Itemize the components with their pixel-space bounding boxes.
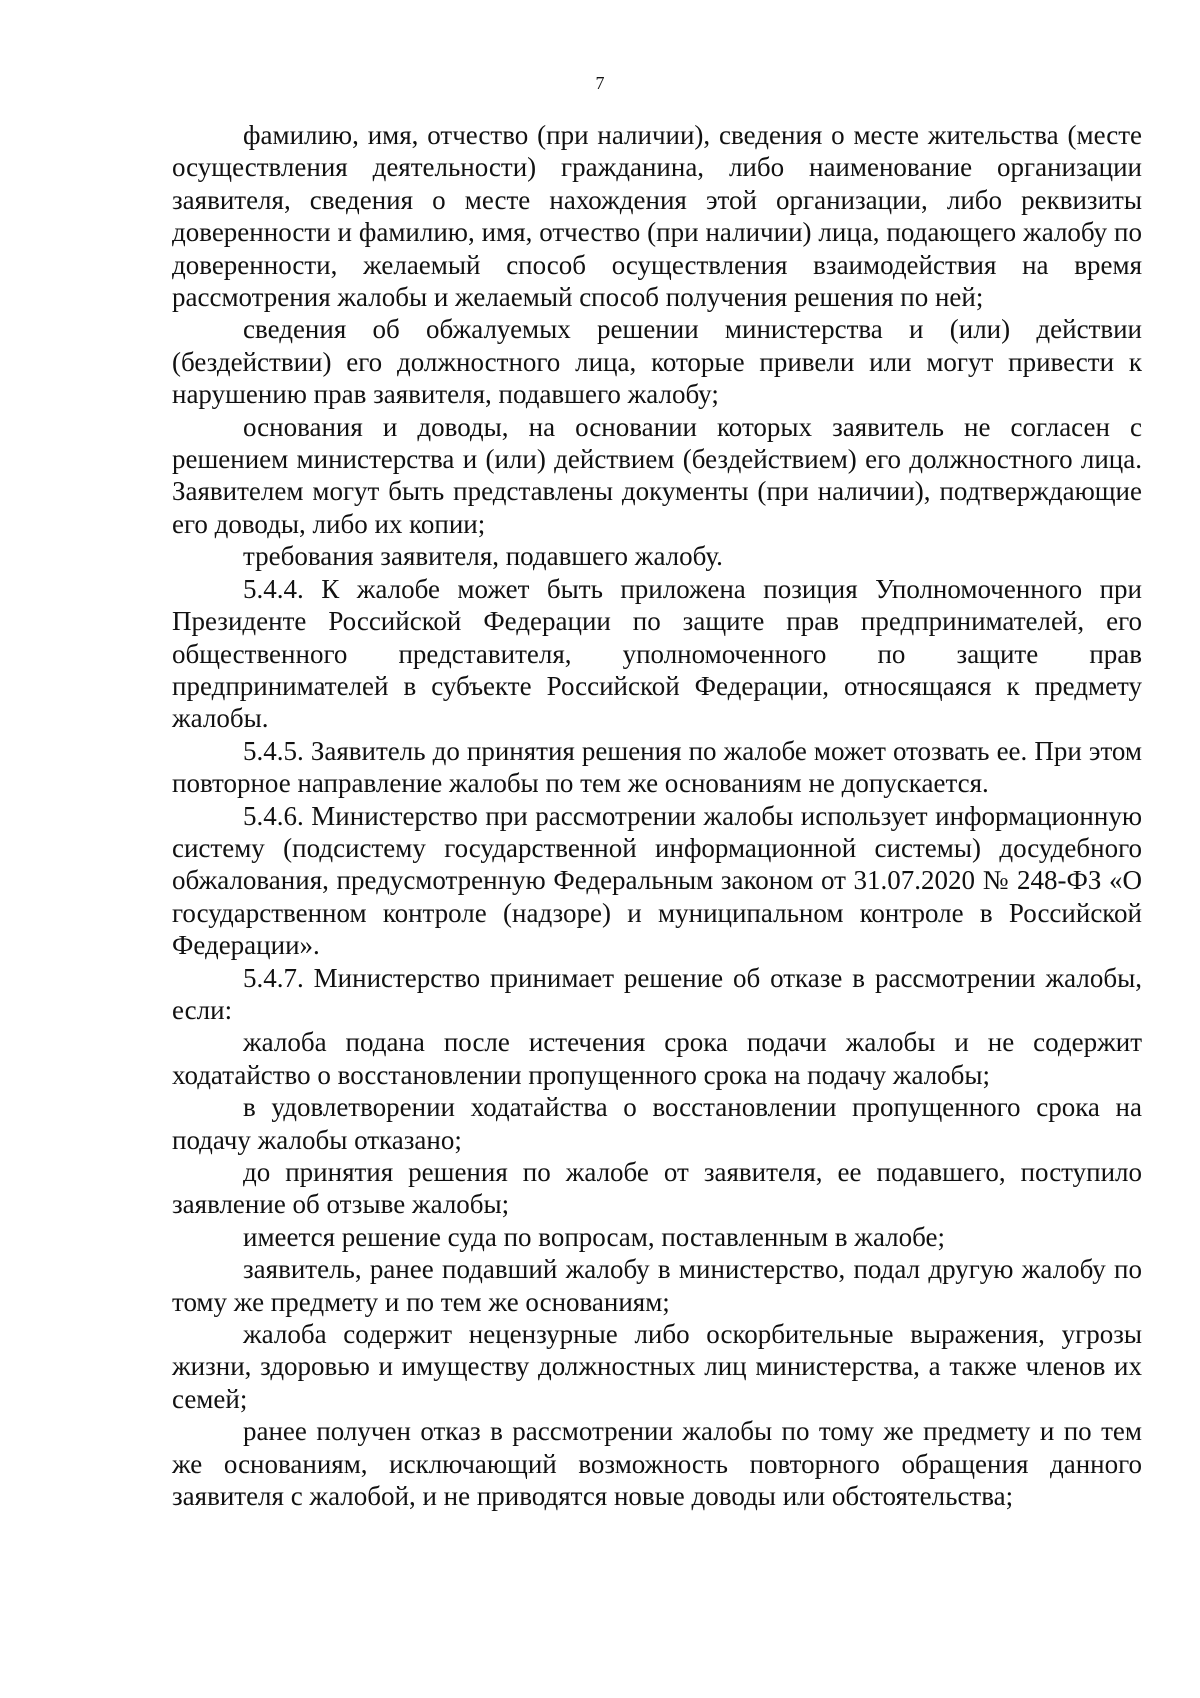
paragraph: ранее получен отказ в рассмотрении жалобы по тому же предмету и по тем же основаниям, исключающий возможность повторного обращения данного заявителя с жалобой, и не приводятся новые доводы или обстоятельства; <box>172 1416 1142 1512</box>
paragraph: заявитель, ранее подавший жалобу в министерство, подал другую жалобу по тому же предмету и по тем же основаниям; <box>172 1254 1142 1317</box>
paragraph: 5.4.7. Министерство принимает решение об отказе в рассмотрении жалобы, если: <box>172 962 1142 1025</box>
paragraph: сведения об обжалуемых решении министерства и (или) действии (бездействии) его должностного лица, которые привели или могут привести к нарушению прав заявителя, подавшего жалобу; <box>172 314 1142 410</box>
paragraph: жалоба содержит нецензурные либо оскорбительные выражения, угрозы жизни, здоровью и имуществу должностных лиц министерства, а также членов их семей; <box>172 1319 1142 1414</box>
paragraph: до принятия решения по жалобе от заявителя, ее подавшего, поступило заявление об отзыве жалобы; <box>172 1157 1142 1220</box>
paragraph: в удовлетворении ходатайства о восстановлении пропущенного срока на подачу жалобы отказано; <box>172 1092 1142 1155</box>
paragraph: требования заявителя, подавшего жалобу. <box>243 541 723 572</box>
paragraph: жалоба подана после истечения срока подачи жалобы и не содержит ходатайство о восстановлении пропущенного срока на подачу жалобы; <box>172 1027 1142 1090</box>
paragraph: имеется решение суда по вопросам, поставленным в жалобе; <box>243 1221 945 1252</box>
paragraph: фамилию, имя, отчество (при наличии), сведения о месте жительства (месте осуществления деятельности) гражданина, либо наименование организации заявителя, сведения о месте нахождения этой организации, либо реквизиты доверенности и фамилию, имя, отчество (при наличии) лица, подающего жалобу по доверенности, желаемый способ осуществления взаимодействия на время рассмотрения жалобы и желаемый способ получения решения по ней; <box>172 120 1142 313</box>
paragraph: 5.4.6. Министерство при рассмотрении жалобы использует информационную систему (подсистему государственной информационной системы) досудебного обжалования, предусмотренную Федеральным законом от 31.07.2020 № 248-ФЗ «О государственном контроле (надзоре) и муниципальном контроле в Российской Федерации». <box>172 800 1142 961</box>
paragraph: 5.4.4. К жалобе может быть приложена позиция Уполномоченного при Президенте Российской Федерации по защите прав предпринимателей, его общественного представителя, уполномоченного по защите прав предпринимателей в субъекте Российской Федерации, относящаяся к предмету жалобы. <box>172 573 1142 734</box>
page-number: 7 <box>595 73 605 93</box>
document-body <box>172 119 1142 1512</box>
paragraph: 5.4.5. Заявитель до принятия решения по жалобе может отозвать ее. При этом повторное направление жалобы по тем же основаниям не допускается. <box>172 735 1142 799</box>
paragraph: основания и доводы, на основании которых заявитель не согласен с решением министерства и (или) действием (бездействием) его должностного лица. Заявителем могут быть представлены документы (при наличии), подтверждающие его доводы, либо их копии; <box>172 411 1142 539</box>
